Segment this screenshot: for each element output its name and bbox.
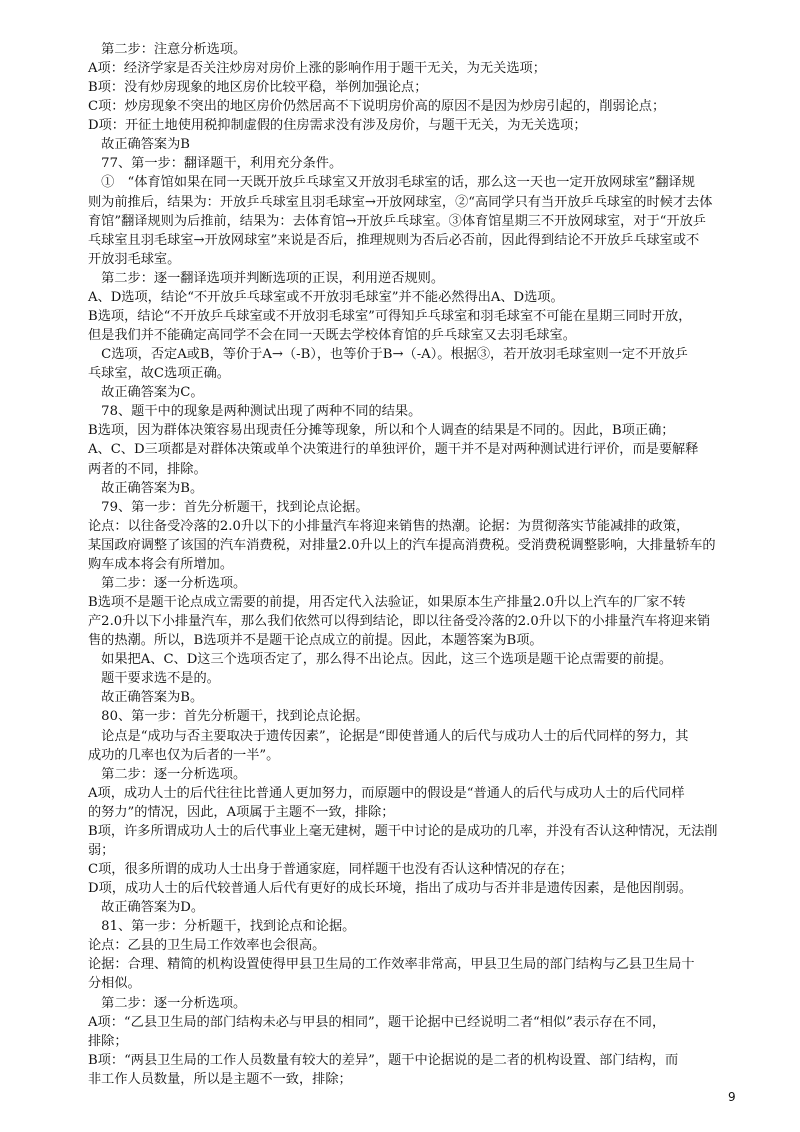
text-line: 非工作人员数量，所以是主题不一致，排除；: [88, 1071, 352, 1087]
text-line: 故正确答案为B: [88, 137, 191, 153]
text-line: 论点是“成功与否主要取决于遗传因素”，论据是“即使普通人的后代与成功人士的后代同样的努力，其: [88, 728, 689, 744]
text-line: 排除；: [88, 1033, 128, 1049]
text-line: A项，成功人士的后代往往比普通人更加努力，而原题中的假设是“普通人的后代与成功人士的后代同样: [88, 785, 685, 801]
text-line: 如果把A、C、D这三个选项否定了，那么得不出论点。因此，这三个选项是题干论点需要的前提。: [88, 652, 673, 668]
text-line: 乓球室且羽毛球室→开放网球室”来说是否后，推理规则为否后必否前，因此得到结论不开放乒乓球室或不: [88, 232, 700, 248]
text-line: 两者的不同，排除。: [88, 461, 207, 477]
text-line: 第二步：逐一分析选项。: [88, 766, 247, 782]
text-line: A、C、D三项都是对群体决策或单个决策进行的单独评价，题干并不是对两种测试进行评价，而是要解释: [88, 442, 699, 458]
text-line: 则为前推后，结果为：开放乒乓球室且羽毛球室→开放网球室，②“高同学只有当开放乒乓球室的时候才去体: [88, 194, 713, 210]
text-line: C项：炒房现象不突出的地区房价仍然居高不下说明房价高的原因不是因为炒房引起的，削弱论点；: [88, 99, 666, 115]
text-line: 第二步：逐一翻译选项并判断选项的正误，利用逆否规则。: [88, 270, 445, 286]
text-line: 故正确答案为C。: [88, 385, 204, 401]
text-line: 故正确答案为B。: [88, 480, 204, 496]
text-line: 分相似。: [88, 976, 141, 992]
text-line: 但是我们并不能确定高同学不会在同一天既去学校体育馆的乒乓球室又去羽毛球室。: [88, 328, 576, 344]
text-line: 80、第一步：首先分析题干，找到论点论据。: [88, 709, 369, 725]
text-line: 第二步：逐一分析选项。: [88, 995, 247, 1011]
text-line: D项：开征土地使用税抑制虚假的住房需求没有涉及房价，与题干无关，为无关选项；: [88, 118, 587, 134]
text-line: B项：没有炒房现象的地区房价比较平稳，举例加强论点；: [88, 80, 428, 96]
text-line: 78、题干中的现象是两种测试出现了两种不同的结果。: [88, 404, 422, 420]
text-line: 故正确答案为B。: [88, 690, 204, 706]
text-line: 弱；: [88, 842, 115, 858]
text-line: D项，成功人士的后代较普通人后代有更好的成长环境，指出了成功与否并非是遗传因素，是他因削弱。: [88, 881, 693, 897]
text-line: 售的热潮。所以，B选项并不是题干论点成立的前提。因此，本题答案为B项。: [88, 633, 543, 649]
text-line: ① “体育馆如果在同一天既开放乒乓球室又开放羽毛球室的话，那么这一天也一定开放网球室”翻译规: [88, 175, 695, 191]
text-line: 购车成本将会有所增加。: [88, 556, 234, 572]
text-line: 79、第一步：首先分析题干，找到论点论据。: [88, 499, 369, 515]
text-line: C项，很多所谓的成功人士出身于普通家庭，同样题干也没有否认这种情况的存在；: [88, 862, 573, 877]
page-number: 9: [728, 1090, 736, 1104]
text-line: A项：经济学家是否关注炒房对房价上涨的影响作用于题干无关，为无关选项；: [88, 61, 546, 77]
text-line: 故正确答案为D。: [88, 900, 205, 916]
text-line: 某国政府调整了该国的汽车消费税，对排量2.0升以上的汽车提高消费税。受消费税调整影响，大排量轿车的: [88, 537, 716, 553]
text-line: B项：“两县卫生局的工作人员数量有较大的差异”，题干中论据说的是二者的机构设置、部门结构，而: [88, 1052, 679, 1068]
text-line: 论据：合理、精简的机构设置使得甲县卫生局的工作效率非常高，甲县卫生局的部门结构与乙县卫生局十: [88, 957, 695, 973]
text-line: A、D选项，结论“不开放乒乓球室或不开放羽毛球室”并不能必然得出A、D选项。: [88, 289, 564, 305]
text-line: 育馆”翻译规则为后推前，结果为：去体育馆→开放乒乓球室。③体育馆星期三不开放网球室，对于“开放乒: [88, 213, 706, 229]
text-line: 第二步：注意分析选项。: [88, 42, 247, 57]
text-line: 产2.0升以下小排量汽车，那么我们依然可以得到结论，即以往备受冷落的2.0升以下的小排量汽车将迎来销: [88, 614, 711, 630]
text-line: 题干要求选不是的。: [88, 671, 220, 687]
text-line: 论点：乙县的卫生局工作效率也会很高。: [88, 938, 326, 954]
text-line: 第二步：逐一分析选项。: [88, 575, 247, 591]
text-line: 81、第一步：分析题干，找到论点和论据。: [88, 919, 356, 935]
text-line: 论点：以往备受冷落的2.0升以下的小排量汽车将迎来销售的热潮。论据：为贯彻落实节能减排的政策，: [88, 518, 690, 534]
text-line: 开放羽毛球室。: [88, 251, 181, 267]
text-line: 成功的几率也仅为后者的一半”。: [88, 747, 280, 763]
text-line: 乓球室，故C选项正确。: [88, 366, 230, 382]
text-line: 的努力”的情况，因此，A项属于主题不一致，排除；: [88, 804, 395, 820]
text-line: C选项，否定A或B，等价于A→（-B），也等价于B→（-A）。根据③，若开放羽毛球室则一定不开放乒: [88, 347, 688, 363]
text-line: B选项，因为群体决策容易出现责任分摊等现象，所以和个人调查的结果是不同的。因此，B项正确；: [88, 423, 675, 439]
text-line: 77、第一步：翻译题干，利用充分条件。: [88, 156, 343, 172]
text-line: A项：“乙县卫生局的部门结构未必与甲县的相同”，题干论据中已经说明二者“相似”表示存在不同，: [88, 1014, 666, 1030]
text-line: B选项不是题干论点成立需要的前提，用否定代入法验证，如果原本生产排量2.0升以上汽车的厂家不转: [88, 595, 686, 611]
text-line: B选项，结论“不开放乒乓球室或不开放羽毛球室”可得知乒乓球室和羽毛球室不可能在星期三同时开放，: [88, 308, 692, 324]
text-line: B项，许多所谓成功人士的后代事业上毫无建树，题干中讨论的是成功的几率，并没有否认这种情况，无法削: [88, 823, 718, 839]
